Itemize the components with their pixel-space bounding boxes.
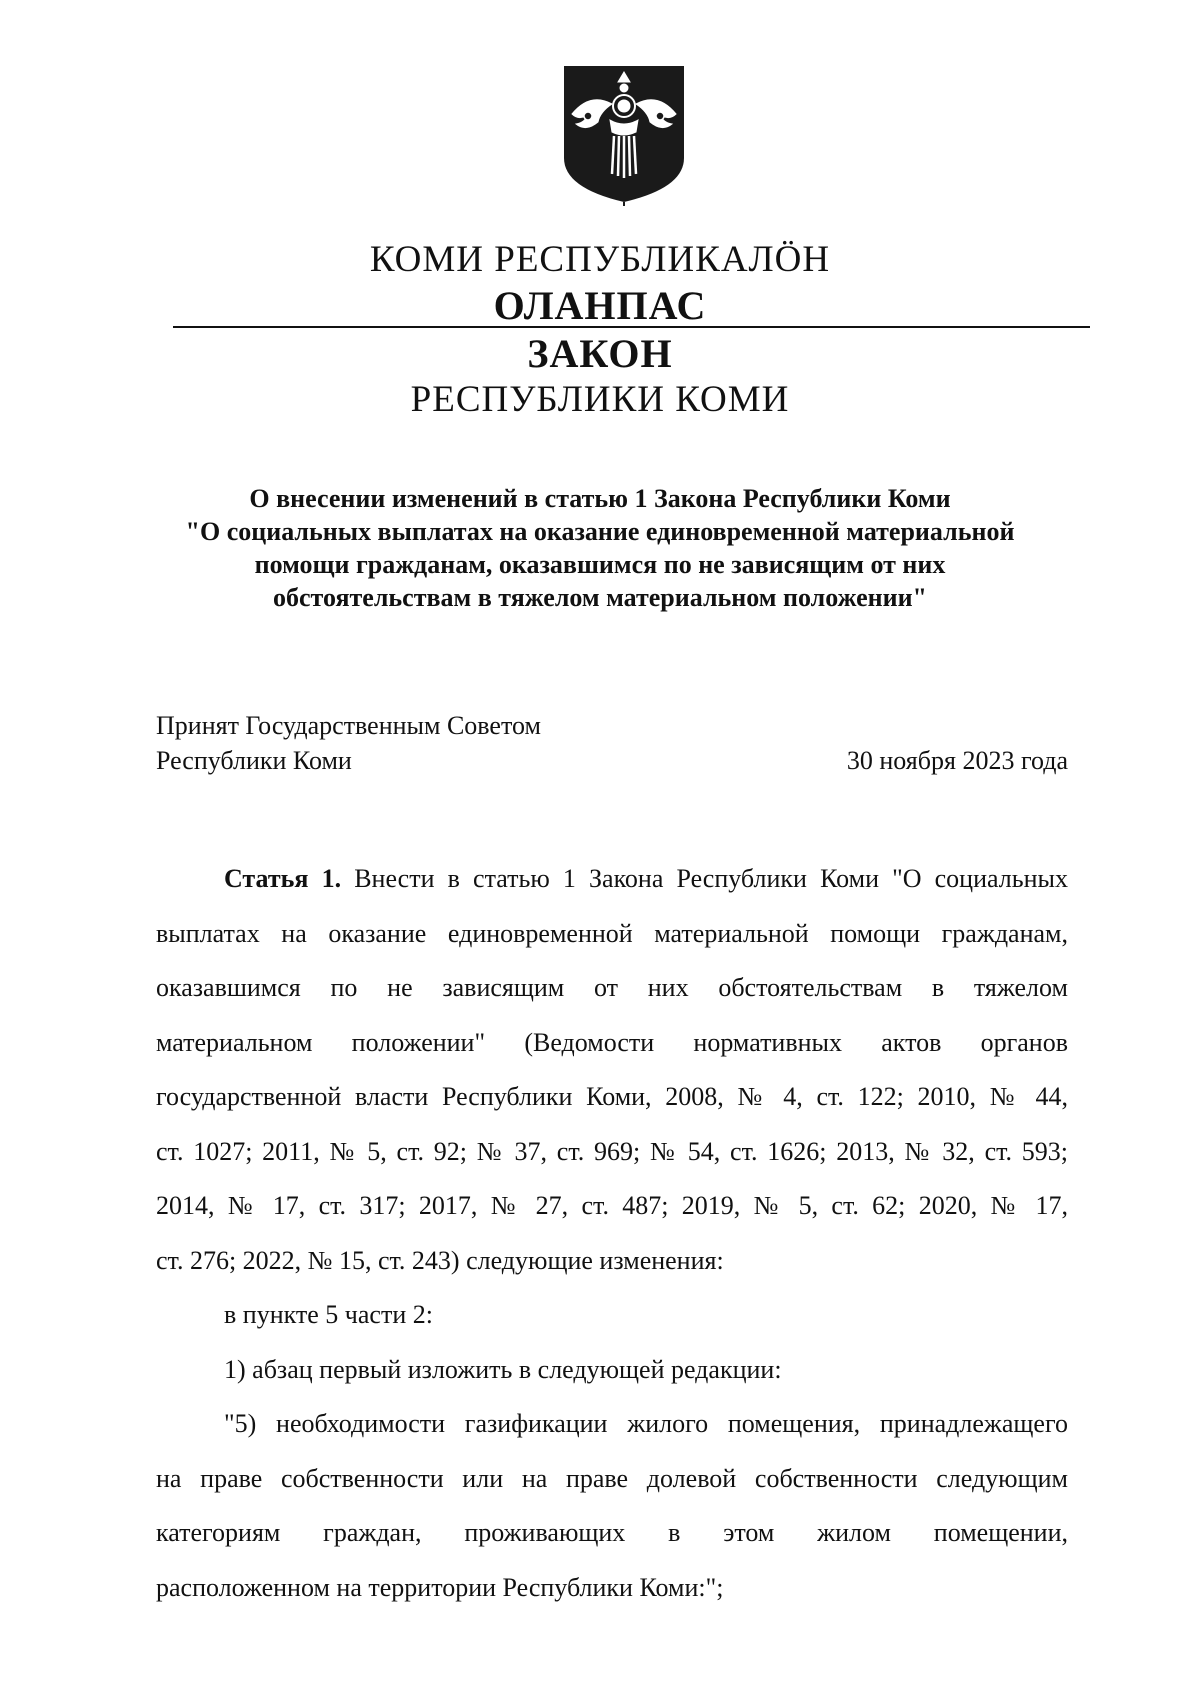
law-title-line: помощи гражданам, оказавшимся по не зависящим от них [254,550,946,579]
header-zakon: ЗАКОН [527,331,673,376]
article-line: государственной власти Республики Коми, 2008, № 4, ст. 122; 2010, № 44, [156,1082,1068,1111]
law-title-line: обстоятельствам в тяжелом материальном положении" [272,583,927,612]
quote-line: расположенном на территории Республики Коми:"; [156,1572,724,1602]
komi-coat-of-arms-icon [560,62,688,206]
adopted-line: Республики Коми [156,746,352,775]
article-1 [156,852,1068,1615]
item-1: 1) абзац первый изложить в следующей редакции: [224,1354,782,1384]
article-line [156,852,1068,907]
adopted-date: 30 ноября 2023 года [846,746,1068,775]
quote-line: "5) необходимости газификации жилого помещения, принадлежащего [224,1409,1068,1438]
article-line: выплатах на оказание единовременной материальной помощи гражданам, [156,918,1068,948]
article-line: оказавшимся по не зависящим от них обстоятельствам в тяжелом [156,973,1068,1002]
law-title-line: "О социальных выплатах на оказание единовременной материальной [185,517,1015,546]
adopted-line: Принят Государственным Советом [156,711,541,740]
quote-line: на праве собственности или на праве долевой собственности следующим [156,1463,1068,1493]
adopted-by [156,708,541,778]
article-line: ст. 1027; 2011, № 5, ст. 92; № 37, ст. 969; № 54, ст. 1626; 2013, № 32, ст. 593; [156,1136,1068,1166]
article-line: материальном положении" (Ведомости нормативных актов органов [156,1027,1068,1057]
law-title [120,482,1080,614]
law-title-line: О внесении изменений в статью 1 Закона Республики Коми [249,484,951,513]
point-intro: в пункте 5 части 2: [224,1300,433,1329]
article-text: Внести в статью 1 Закона Республики Коми "О социальных [354,864,1068,893]
quote-line: категориям граждан, проживающих в этом жилом помещении, [156,1518,1068,1547]
header-divider [173,326,1090,328]
article-label: Статья 1. [224,864,342,893]
header-republic: РЕСПУБЛИКИ КОМИ [410,379,790,420]
article-line: ст. 276; 2022, № 15, ст. 243) следующие изменения: [156,1245,724,1275]
header-komi-line: КОМИ РЕСПУБЛИКАЛӦН [369,239,831,280]
article-line: 2014, № 17, ст. 317; 2017, № 27, ст. 487; 2019, № 5, ст. 62; 2020, № 17, [156,1191,1068,1220]
header-olanpas: ОЛАНПАС [493,283,707,328]
